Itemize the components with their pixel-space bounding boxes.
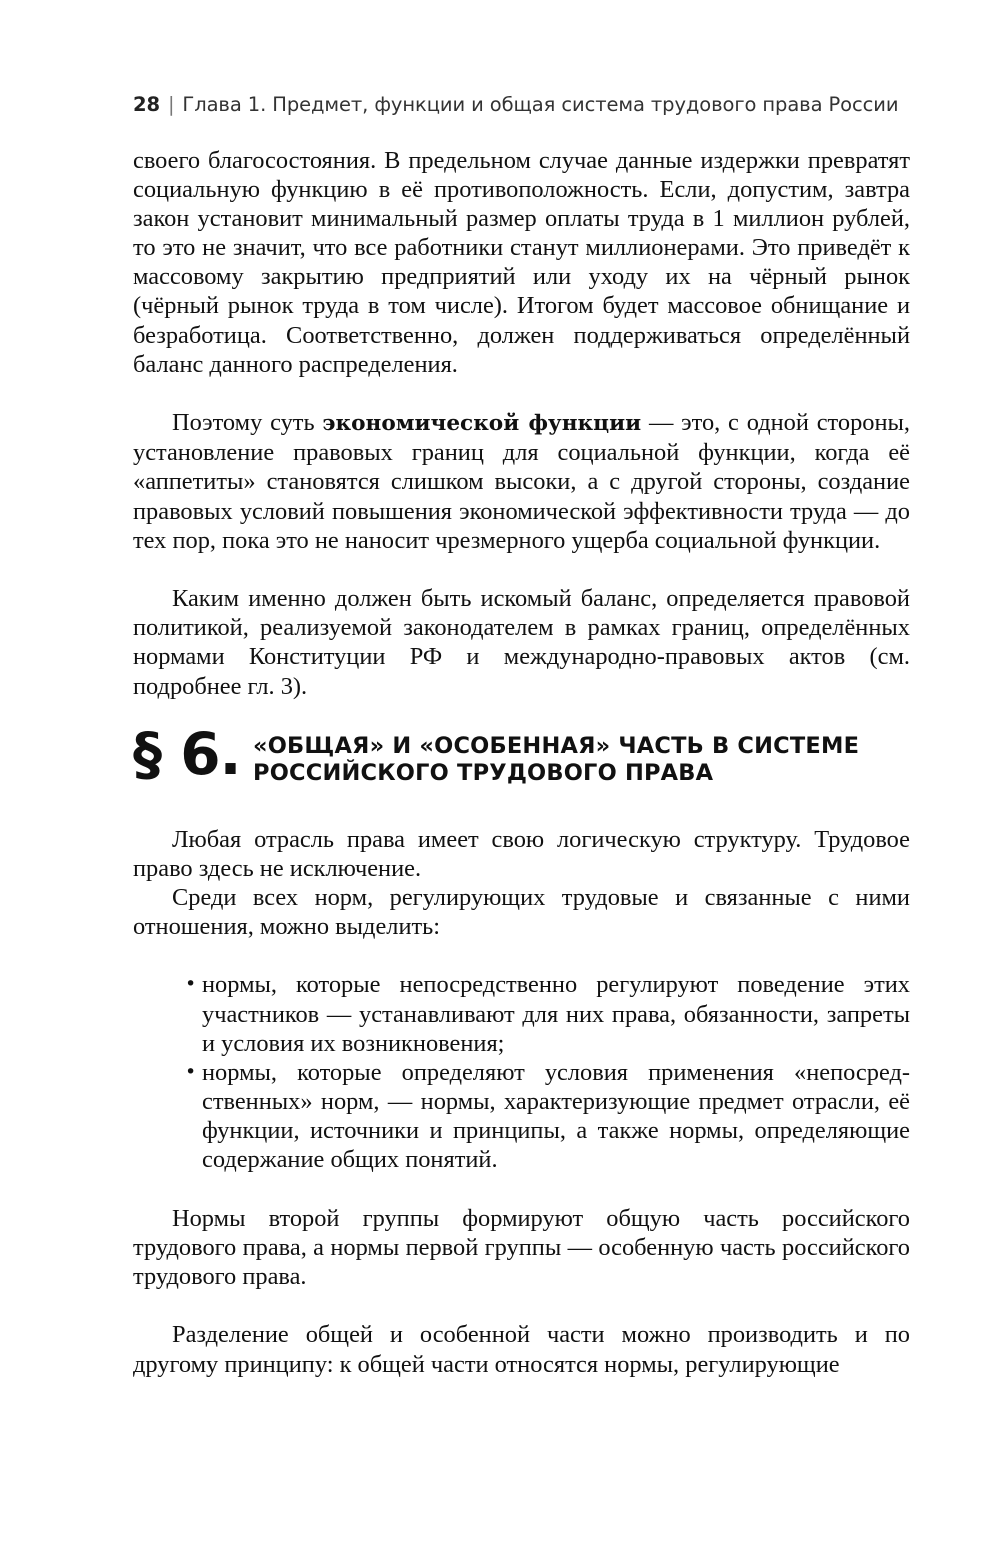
section-title-line-1: «ОБЩАЯ» И «ОСОБЕННАЯ» ЧАСТЬ В СИСТЕМЕ [253, 732, 860, 759]
paragraph-balance: Каким именно должен быть искомый баланс, определяется правовой политикой, реализуемой законодателем в рамках границ, определённых нормами Конституции РФ и международно-правовых актов (см. подробнее гл. 3). [133, 585, 910, 700]
paragraph-norms-intro: Среди всех норм, регулирующих трудовые и связанные с ними отношения, можно выделить: [133, 883, 910, 940]
header-separator: | [167, 93, 175, 116]
section-title-line-2: РОССИЙСКОГО ТРУДОВОГО ПРАВА [253, 759, 714, 786]
paragraph-division: Разделение общей и особенной части можно производить и по другому принципу: к общей части относятся нормы, регулирующие [133, 1321, 910, 1378]
body-text [133, 146, 910, 1379]
section-heading [133, 719, 910, 813]
list-item: • нормы, которые определяют условия применения «непосредственных» норм, — нормы, характеризующие предмет отрасли, её функции, источники и принципы, а также нормы, определяющие содержание общих понятий. [202, 1058, 910, 1174]
paragraph-groups: Нормы второй группы формируют общую часть российского трудового права, а нормы первой группы — особенную часть российского трудового права. [133, 1204, 910, 1290]
section-number: § 6. [133, 719, 241, 788]
paragraph-structure: Любая отрасль права имеет свою логическую структуру. Трудовое право здесь не исключение. [133, 825, 910, 882]
paragraph-text: — это, с одной стороны, установление правовых границ для социальной функции, когда её «аппетиты» становятся слишком высоки, а с другой стороны, создание правовых условий повышения экономической эффективности труда — до тех пор, пока это не наносит чрезмерного ущерба социальной функции. [133, 409, 910, 554]
section-title [253, 733, 913, 787]
paragraph-economic-function [133, 408, 910, 554]
norms-list [133, 970, 910, 1174]
paragraph-continuation: своего благосостояния. В предельном случае данные издержки превратят социальную функцию в её противоположность. Если, допустим, завтра закон установит минимальный размер оплаты труда в 1 миллион рублей, то это не значит, что все работники станут миллионерами. Это приведёт к массовому закрытию предприятий или уходу их на чёрный рынок (чёрный рынок труда в том числе). Итогом будет массовое обнищание и безработица. Соответственно, должен поддерживаться определённый баланс данного распределения. [133, 147, 910, 378]
paragraph-text: Поэтому суть [172, 409, 323, 437]
chapter-title: Глава 1. Предмет, функции и общая система трудового права России [182, 93, 899, 116]
list-item: • нормы, которые непосредственно регулируют поведение этих участников — устанавливают для них права, обязанности, запреты и условия их возникновения; [202, 970, 910, 1057]
bold-term: экономической функции [322, 411, 642, 437]
page-number: 28 [133, 93, 160, 116]
running-header [133, 93, 899, 116]
